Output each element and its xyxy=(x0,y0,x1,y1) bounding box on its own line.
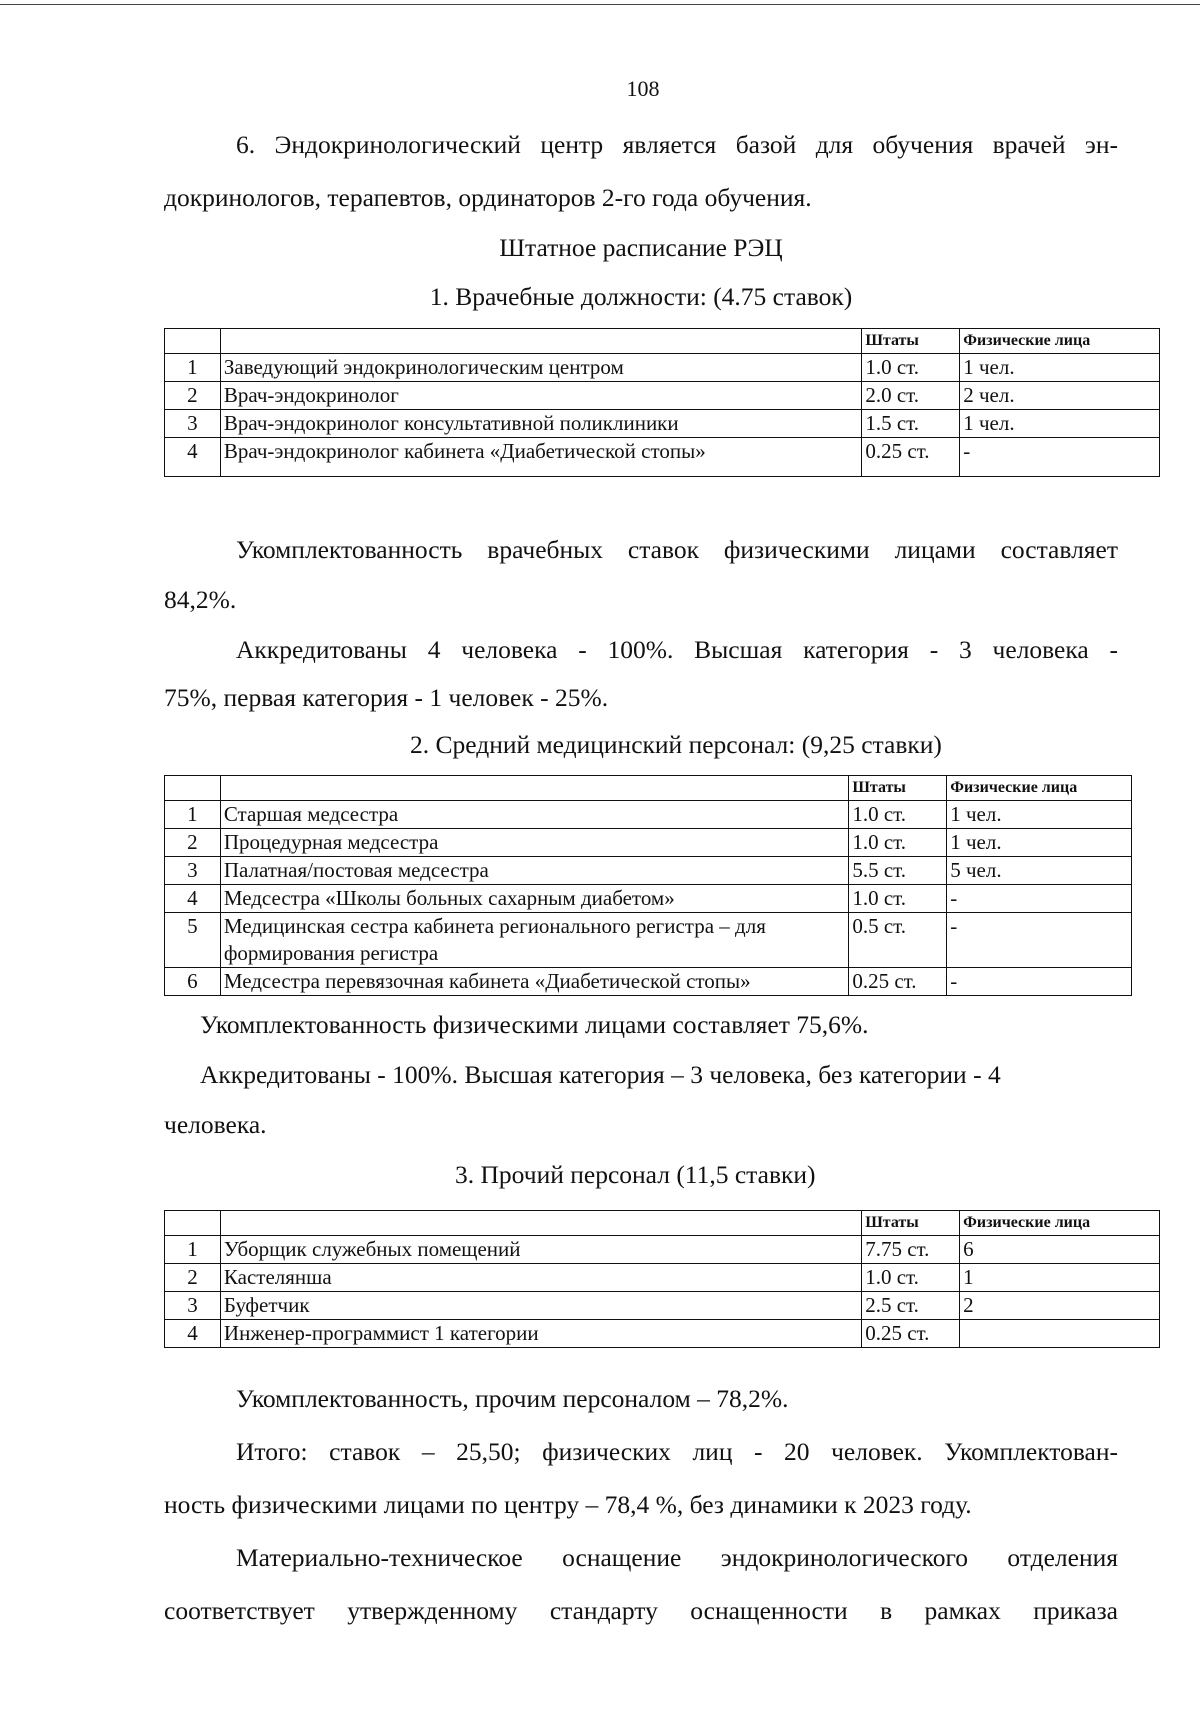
rate-cell: 1.5 ст. xyxy=(862,410,960,438)
persons-cell: 1 чел. xyxy=(960,354,1160,382)
table-row xyxy=(165,438,1160,477)
accred2-line-2: человека. xyxy=(164,1110,267,1139)
rate-cell: 1.0 ст. xyxy=(862,1264,960,1292)
row-number: 3 xyxy=(165,410,221,438)
position-name: Уборщик служебных помещений xyxy=(220,1236,861,1264)
accred1-line-1: Аккредитованы 4 человека - 100%. Высшая категория - 3 человека - xyxy=(236,635,1118,664)
row-number: 4 xyxy=(165,1320,221,1348)
page-number: 108 xyxy=(626,76,660,101)
rate-cell: 2.5 ст. xyxy=(862,1292,960,1320)
persons-cell: - xyxy=(947,913,1132,968)
rate-cell: 0.5 ст. xyxy=(849,913,947,968)
rate-cell: 1.0 ст. xyxy=(862,354,960,382)
position-name: Врач-эндокринолог xyxy=(220,382,861,410)
position-name: Инженер-программист 1 категории xyxy=(220,1320,861,1348)
schedule-title: Штатное расписание РЭЦ xyxy=(499,233,783,262)
table-header xyxy=(165,776,1132,801)
accred2-line-1: Аккредитованы - 100%. Высшая категория – 3 человека, без категории - 4 xyxy=(200,1060,1001,1089)
header-cell xyxy=(220,776,849,801)
header-cell xyxy=(220,1211,861,1236)
staffing2-text: Укомплектованность физическими лицами составляет 75,6%. xyxy=(200,1010,869,1039)
header-cell: Штаты xyxy=(849,776,947,801)
persons-cell: 1 чел. xyxy=(960,410,1160,438)
position-name: Врач-эндокринолог кабинета «Диабетической стопы» xyxy=(220,438,861,477)
position-name: Старшая медсестра xyxy=(220,801,849,829)
row-number: 4 xyxy=(165,438,221,477)
persons-cell: 1 xyxy=(960,1264,1160,1292)
persons-cell: 6 xyxy=(960,1236,1160,1264)
persons-cell: 1 чел. xyxy=(947,801,1132,829)
persons-cell: 2 xyxy=(960,1292,1160,1320)
row-number: 6 xyxy=(165,968,221,996)
header-cell: Штаты xyxy=(862,1211,960,1236)
equipment-line-2: соответствует утвержденному стандарту оснащенности в рамках приказа xyxy=(164,1596,1118,1625)
persons-cell: - xyxy=(947,885,1132,913)
nurses-table xyxy=(164,775,1132,996)
row-number: 1 xyxy=(165,354,221,382)
section3-title: 3. Прочий персонал (11,5 ставки) xyxy=(455,1160,816,1189)
total-line-1: Итого: ставок – 25,50; физических лиц - 20 человек. Укомплектован- xyxy=(236,1437,1118,1466)
persons-cell: 2 чел. xyxy=(960,382,1160,410)
header-cell xyxy=(165,1211,221,1236)
intro-line-1: 6. Эндокринологический центр является базой для обучения врачей эн- xyxy=(236,130,1118,159)
table-row xyxy=(165,1264,1160,1292)
table-row xyxy=(165,1236,1160,1264)
table-row xyxy=(165,354,1160,382)
rate-cell: 2.0 ст. xyxy=(862,382,960,410)
position-name: Медицинская сестра кабинета регионального регистра – для формирования регистра xyxy=(220,913,849,968)
total-line-2: ность физическими лицами по центру – 78,4 %, без динамики к 2023 году. xyxy=(164,1490,972,1519)
row-number: 2 xyxy=(165,1264,221,1292)
table-row xyxy=(165,913,1132,968)
table-row xyxy=(165,968,1132,996)
header-cell: Физические лица xyxy=(947,776,1132,801)
rate-cell: 0.25 ст. xyxy=(862,1320,960,1348)
table-row xyxy=(165,382,1160,410)
position-name: Заведующий эндокринологическим центром xyxy=(220,354,861,382)
position-name: Процедурная медсестра xyxy=(220,829,849,857)
header-cell: Физические лица xyxy=(960,1211,1160,1236)
rate-cell: 5.5 ст. xyxy=(849,857,947,885)
rate-cell: 7.75 ст. xyxy=(862,1236,960,1264)
row-number: 4 xyxy=(165,885,221,913)
header-cell xyxy=(165,329,221,354)
other-staff-table xyxy=(164,1210,1160,1348)
staffing1-line-2: 84,2%. xyxy=(164,585,237,614)
equipment-line-1: Материально-техническое оснащение эндокринологического отделения xyxy=(236,1543,1118,1572)
persons-cell: 5 чел. xyxy=(947,857,1132,885)
row-number: 1 xyxy=(165,801,221,829)
row-number: 2 xyxy=(165,829,221,857)
row-number: 2 xyxy=(165,382,221,410)
row-number: 1 xyxy=(165,1236,221,1264)
rate-cell: 1.0 ст. xyxy=(849,829,947,857)
doctors-table xyxy=(164,328,1160,477)
table-row xyxy=(165,829,1132,857)
top-border-line xyxy=(0,4,1200,5)
position-name: Медсестра «Школы больных сахарным диабетом» xyxy=(220,885,849,913)
position-name: Кастелянша xyxy=(220,1264,861,1292)
position-name: Медсестра перевязочная кабинета «Диабетической стопы» xyxy=(220,968,849,996)
position-name: Палатная/постовая медсестра xyxy=(220,857,849,885)
persons-cell: 1 чел. xyxy=(947,829,1132,857)
section1-title: 1. Врачебные должности: (4.75 ставок) xyxy=(429,282,853,311)
table-row xyxy=(165,801,1132,829)
table-header xyxy=(165,1211,1160,1236)
staffing1-line-1: Укомплектованность врачебных ставок физическими лицами составляет xyxy=(236,535,1118,564)
persons-cell xyxy=(960,1320,1160,1348)
header-cell xyxy=(220,329,861,354)
persons-cell: - xyxy=(960,438,1160,477)
position-name: Буфетчик xyxy=(220,1292,861,1320)
position-name: Врач-эндокринолог консультативной поликлиники xyxy=(220,410,861,438)
table-row xyxy=(165,1320,1160,1348)
accred1-line-2: 75%, первая категория - 1 человек - 25%. xyxy=(164,683,609,712)
rate-cell: 1.0 ст. xyxy=(849,801,947,829)
table-row xyxy=(165,885,1132,913)
staffing3-text: Укомплектованность, прочим персоналом – 78,2%. xyxy=(236,1384,789,1413)
rate-cell: 0.25 ст. xyxy=(862,438,960,477)
rate-cell: 1.0 ст. xyxy=(849,885,947,913)
table-row xyxy=(165,410,1160,438)
intro-line-2: докринологов, терапевтов, ординаторов 2-го года обучения. xyxy=(164,183,812,212)
header-cell: Физические лица xyxy=(960,329,1160,354)
row-number: 3 xyxy=(165,1292,221,1320)
row-number: 3 xyxy=(165,857,221,885)
rate-cell: 0.25 ст. xyxy=(849,968,947,996)
table-row xyxy=(165,1292,1160,1320)
row-number: 5 xyxy=(165,913,221,968)
persons-cell: - xyxy=(947,968,1132,996)
header-cell: Штаты xyxy=(862,329,960,354)
table-header xyxy=(165,329,1160,354)
header-cell xyxy=(165,776,221,801)
section2-title: 2. Средний медицинский персонал: (9,25 ставки) xyxy=(410,730,942,759)
table-row xyxy=(165,857,1132,885)
